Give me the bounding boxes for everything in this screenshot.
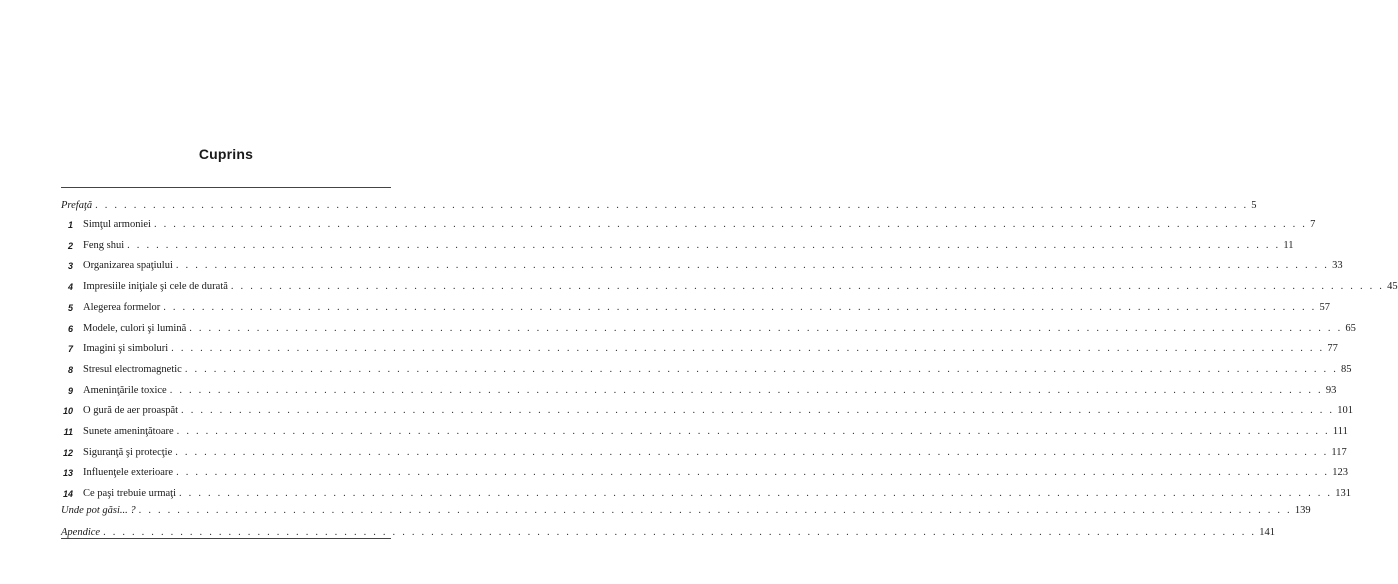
dot-leader: . . . . . . . . . . . . . . . . . . . . . . . . . . . . . . . . . . . . . . . . . . . . . . . . . . . . . . . . . . . . . . . . . . . . . . . . . . . . . . . . . . . . . . . . . . . . . . . . . . . . . . . . . . . . . . . . . . . . . . . .	[175, 260, 1330, 271]
toc-entry-chapter	[55, 422, 1348, 438]
toc-entry-chapter	[55, 236, 1294, 252]
chapter-number: 10	[62, 406, 73, 416]
entry-page-number: 101	[1337, 405, 1353, 416]
entry-page-number: 33	[1332, 260, 1343, 271]
entry-title: Imagini şi simboluri	[83, 343, 169, 354]
dot-leader: . . . . . . . . . . . . . . . . . . . . . . . . . . . . . . . . . . . . . . . . . . . . . . . . . . . . . . . . . . . . . . . . . . . . . . . . . . . . . . . . . . . . . . . . . . . . . . . . . . . . . . . . . . . . . . . . . . . . . . . .	[184, 364, 1339, 375]
entry-title: Stresul electromagnetic	[83, 364, 182, 375]
dot-leader: . . . . . . . . . . . . . . . . . . . . . . . . . . . . . . . . . . . . . . . . . . . . . . . . . . . . . . . . . . . . . . . . . . . . . . . . . . . . . . . . . . . . . . . . . . . . . . . . . . . . . . . . . . . . . . . . . . . . . . . .	[189, 323, 1343, 334]
dot-leader: . . . . . . . . . . . . . . . . . . . . . . . . . . . . . . . . . . . . . . . . . . . . . . . . . . . . . . . . . . . . . . . . . . . . . . . . . . . . . . . . . . . . . . . . . . . . . . . . . . . . . . . . . . . . . . . . . . . . . . . .	[181, 405, 1335, 416]
dot-leader: . . . . . . . . . . . . . . . . . . . . . . . . . . . . . . . . . . . . . . . . . . . . . . . . . . . . . . . . . . . . . . . . . . . . . . . . . . . . . . . . . . . . . . . . . . . . . . . . . . . . . . . . . . . . . . . . . . . . . . . .	[230, 281, 1385, 292]
entry-title: Unde pot găsi... ?	[61, 505, 136, 516]
entry-page-number: 77	[1327, 343, 1338, 354]
dot-leader: . . . . . . . . . . . . . . . . . . . . . . . . . . . . . . . . . . . . . . . . . . . . . . . . . . . . . . . . . . . . . . . . . . . . . . . . . . . . . . . . . . . . . . . . . . . . . . . . . . . . . . . . . . . . . . . . . . . . . . . .	[127, 240, 1281, 251]
toc-entry-chapter	[55, 484, 1351, 500]
entry-page-number: 117	[1331, 447, 1347, 458]
chapter-number: 5	[67, 303, 73, 313]
toc-entry-preface	[61, 196, 1257, 212]
toc-entry-appendix	[61, 501, 1311, 517]
entry-page-number: 5	[1251, 200, 1257, 211]
entry-title: Feng shui	[83, 240, 125, 251]
chapter-number: 4	[67, 282, 73, 292]
entry-title: Ce paşi trebuie urmaţi	[83, 488, 177, 499]
chapter-number: 2	[67, 241, 73, 251]
toc-entry-chapter	[55, 339, 1338, 355]
chapter-number: 12	[62, 448, 73, 458]
chapter-number: 6	[67, 324, 73, 334]
bottom-divider	[61, 538, 391, 539]
entry-title: Organizarea spaţiului	[83, 260, 173, 271]
dot-leader: . . . . . . . . . . . . . . . . . . . . . . . . . . . . . . . . . . . . . . . . . . . . . . . . . . . . . . . . . . . . . . . . . . . . . . . . . . . . . . . . . . . . . . . . . . . . . . . . . . . . . . . . . . . . . . . . . . . . . . . .	[169, 385, 1323, 396]
entry-page-number: 85	[1341, 364, 1352, 375]
entry-title: Siguranţă şi protecţie	[83, 447, 173, 458]
entry-title: Influenţele exterioare	[83, 467, 174, 478]
entry-title: O gură de aer proaspăt	[83, 405, 179, 416]
dot-leader: . . . . . . . . . . . . . . . . . . . . . . . . . . . . . . . . . . . . . . . . . . . . . . . . . . . . . . . . . . . . . . . . . . . . . . . . . . . . . . . . . . . . . . . . . . . . . . . . . . . . . . . . . . . . . . . . . . . . . . . .	[176, 467, 1330, 478]
toc-entry-chapter	[55, 463, 1349, 479]
entry-page-number: 45	[1387, 281, 1398, 292]
entry-page-number: 93	[1325, 385, 1337, 396]
dot-leader: . . . . . . . . . . . . . . . . . . . . . . . . . . . . . . . . . . . . . . . . . . . . . . . . . . . . . . . . . . . . . . . . . . . . . . . . . . . . . . . . . . . . . . . . . . . . . . . . . . . . . . . . . . . . . . . . . . . . . . . .	[175, 447, 1329, 458]
entry-title: Ameninţările toxice	[83, 385, 167, 396]
chapter-number: 13	[62, 468, 73, 478]
toc-entry-chapter	[55, 401, 1353, 417]
chapter-number: 14	[62, 489, 73, 499]
entry-title: Prefaţă	[61, 200, 93, 211]
entry-page-number: 123	[1332, 467, 1349, 478]
toc-entry-chapter	[55, 381, 1337, 397]
entry-title: Modele, culori şi lumină	[83, 323, 187, 334]
chapter-number: 3	[67, 261, 73, 271]
dot-leader: . . . . . . . . . . . . . . . . . . . . . . . . . . . . . . . . . . . . . . . . . . . . . . . . . . . . . . . . . . . . . . . . . . . . . . . . . . . . . . . . . . . . . . . . . . . . . . . . . . . . . . . . . . . . . . . . . . . . . . . .	[176, 426, 1330, 437]
dot-leader: . . . . . . . . . . . . . . . . . . . . . . . . . . . . . . . . . . . . . . . . . . . . . . . . . . . . . . . . . . . . . . . . . . . . . . . . . . . . . . . . . . . . . . . . . . . . . . . . . . . . . . . . . . . . . . . . . . . . . . . .	[103, 527, 1257, 538]
toc-entry-chapter	[55, 443, 1347, 459]
entry-page-number: 111	[1332, 426, 1348, 437]
entry-page-number: 65	[1345, 323, 1356, 334]
chapter-number: 11	[63, 427, 73, 437]
chapter-number: 9	[67, 386, 73, 396]
toc-entry-chapter	[55, 256, 1343, 272]
dot-leader: . . . . . . . . . . . . . . . . . . . . . . . . . . . . . . . . . . . . . . . . . . . . . . . . . . . . . . . . . . . . . . . . . . . . . . . . . . . . . . . . . . . . . . . . . . . . . . . . . . . . . . . . . . . . . . . . . . . . . . . .	[138, 505, 1292, 516]
entry-page-number: 131	[1335, 488, 1351, 499]
entry-title: Impresiile iniţiale şi cele de durată	[83, 281, 228, 292]
entry-title: Simţul armoniei	[83, 219, 151, 230]
entry-page-number: 11	[1283, 240, 1294, 251]
dot-leader: . . . . . . . . . . . . . . . . . . . . . . . . . . . . . . . . . . . . . . . . . . . . . . . . . . . . . . . . . . . . . . . . . . . . . . . . . . . . . . . . . . . . . . . . . . . . . . . . . . . . . . . . . . . . . . . . . . . . . . . .	[95, 200, 1249, 211]
chapter-number: 7	[67, 344, 73, 354]
entry-title: Apendice	[61, 527, 101, 538]
toc-entry-chapter	[55, 277, 1398, 293]
dot-leader: . . . . . . . . . . . . . . . . . . . . . . . . . . . . . . . . . . . . . . . . . . . . . . . . . . . . . . . . . . . . . . . . . . . . . . . . . . . . . . . . . . . . . . . . . . . . . . . . . . . . . . . . . . . . . . . . . . . . . . . .	[171, 343, 1325, 354]
toc-entry-chapter	[55, 215, 1316, 231]
page-title: Cuprins	[198, 146, 254, 162]
dot-leader: . . . . . . . . . . . . . . . . . . . . . . . . . . . . . . . . . . . . . . . . . . . . . . . . . . . . . . . . . . . . . . . . . . . . . . . . . . . . . . . . . . . . . . . . . . . . . . . . . . . . . . . . . . . . . . . . . . . . . . . .	[179, 488, 1333, 499]
entry-page-number: 7	[1310, 219, 1316, 230]
dot-leader: . . . . . . . . . . . . . . . . . . . . . . . . . . . . . . . . . . . . . . . . . . . . . . . . . . . . . . . . . . . . . . . . . . . . . . . . . . . . . . . . . . . . . . . . . . . . . . . . . . . . . . . . . . . . . . . . . . . . . . . .	[163, 302, 1317, 313]
top-divider	[61, 187, 391, 188]
entry-page-number: 57	[1319, 302, 1330, 313]
entry-page-number: 139	[1294, 505, 1311, 516]
chapter-number: 8	[67, 365, 73, 375]
chapter-number: 1	[67, 220, 73, 230]
toc-entry-appendix	[61, 523, 1275, 539]
entry-title: Alegerea formelor	[83, 302, 161, 313]
dot-leader: . . . . . . . . . . . . . . . . . . . . . . . . . . . . . . . . . . . . . . . . . . . . . . . . . . . . . . . . . . . . . . . . . . . . . . . . . . . . . . . . . . . . . . . . . . . . . . . . . . . . . . . . . . . . . . . . . . . . . . . .	[153, 219, 1308, 230]
toc-entry-chapter	[55, 298, 1330, 314]
entry-page-number: 141	[1259, 527, 1275, 538]
entry-title: Sunete ameninţătoare	[83, 426, 174, 437]
toc-entry-chapter	[55, 319, 1356, 335]
toc-entry-chapter	[55, 360, 1352, 376]
